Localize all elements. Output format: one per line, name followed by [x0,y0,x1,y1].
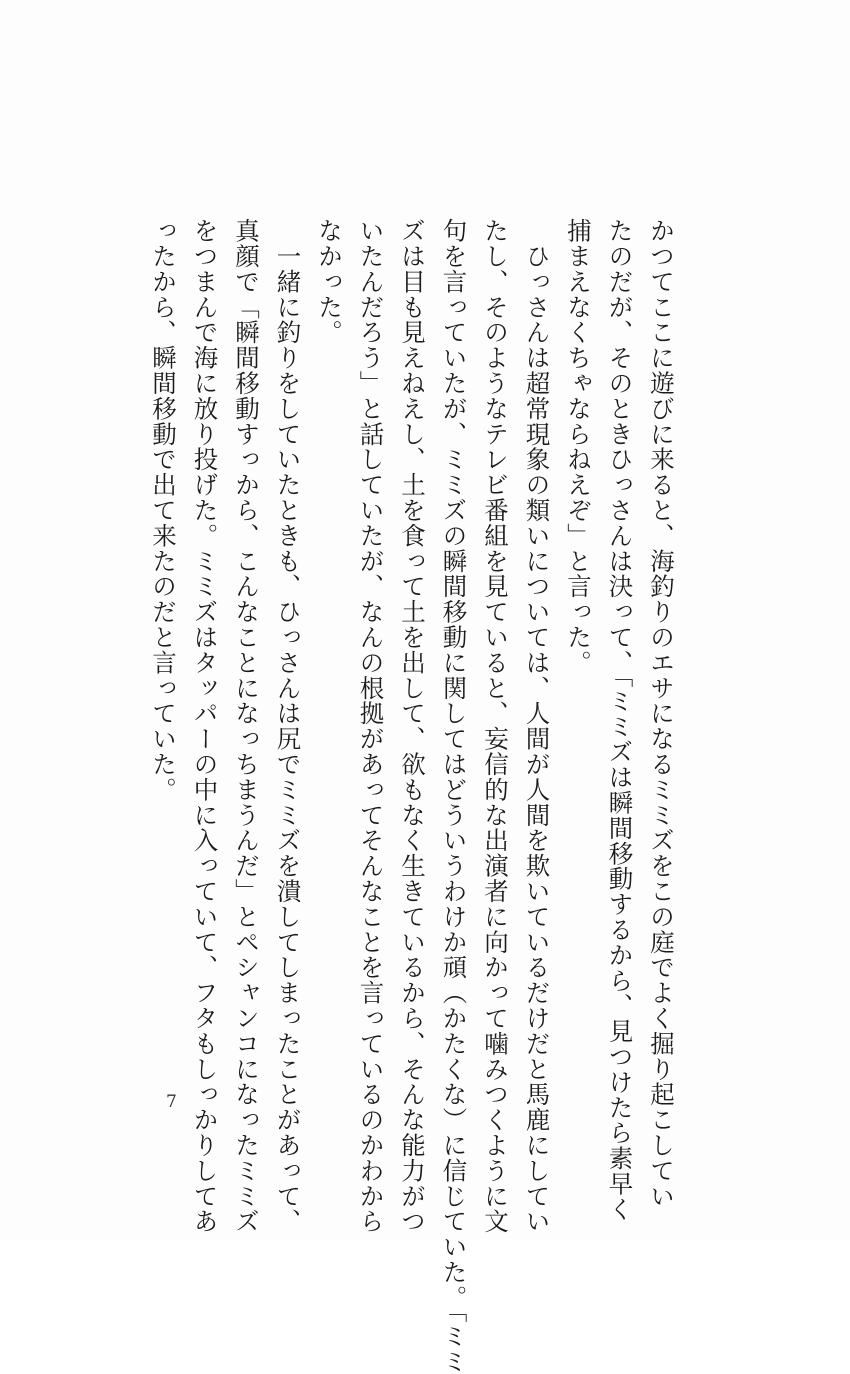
body-text [143,218,683,1374]
text-line: ったから、瞬間移動で出て来たのだと言っていた。 [149,218,178,803]
text-line: たし、そのようなテレビ番組を見ていると、妄信的な出演者に向かって噛みつくように文 [481,218,510,1234]
page-number: 7 [166,1092,177,1112]
text-line: をつまんで海に放り投げた。ミミズはタッパーの中に入っていて、フタもしっかりしてあ [190,218,220,1234]
text-line: ズは目も見えねえし、土を食って土を出して、欲もなく生きているから、そんな能力がつ [398,218,427,1234]
text-line: なかった。 [315,218,344,345]
text-line: 捕まえなくちゃならねえぞ」と言った。 [564,218,593,676]
text-line: ひっさんは超常現象の類いについては、人間が人間を欺いているだけだと馬鹿にしてい [522,218,552,1234]
text-line: 真顔で「瞬間移動すっから、こんなことになっちまうんだ」とペシャンコになったミミズ [232,218,261,1234]
text-line: いたんだろう」と話していたが、なんの根拠があってそんなことを言っているのかわから [356,218,386,1234]
text-line: 句を言っていたが、ミミズの瞬間移動に関してはどういうわけか頑（かたくな）に信じていた。「ミミ [439,218,469,1374]
text-line: 一緒に釣りをしていたときも、ひっさんは尻でミミズを潰してしまったことがあって、 [273,218,303,1234]
text-line: たのだが、そのときひっさんは決って、「ミミズは瞬間移動するから、見つけたら素早く [605,218,635,1222]
text-line: かつてここに遊びに来ると、海釣りのエサになるミミズをこの庭でよく掘り起こしてい [647,218,676,1209]
